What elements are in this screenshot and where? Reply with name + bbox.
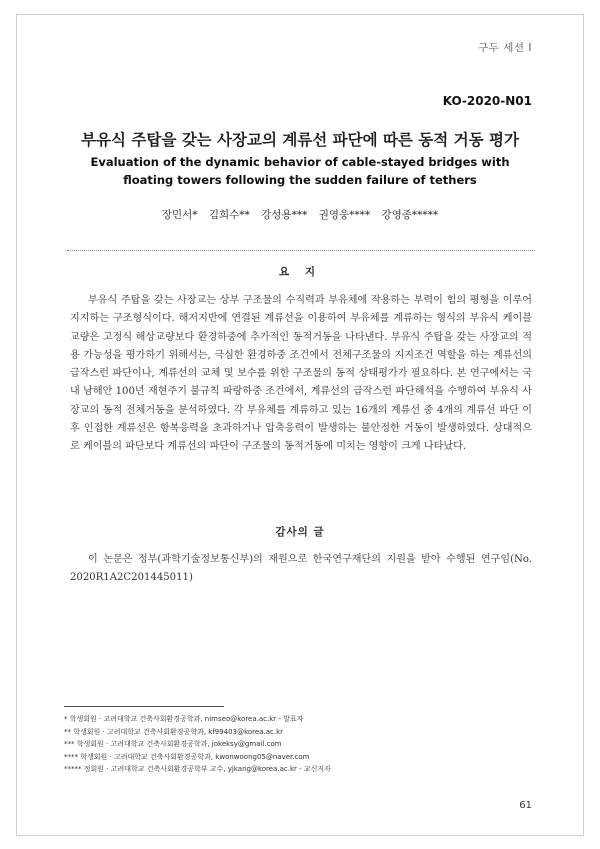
author-4: 권영웅**** xyxy=(318,209,371,221)
abstract-heading: 요 지 xyxy=(279,266,321,278)
section-divider xyxy=(67,250,535,251)
author-5: 강영종***** xyxy=(381,209,439,221)
author-2: 김희수** xyxy=(208,209,250,221)
paper-id: KO-2020-N01 xyxy=(442,94,532,108)
footnote-1: * 학생회원 · 고려대학교 건축사회환경공학과, nimseo@korea.ac.kr - 발표자 xyxy=(64,715,304,723)
footnote-5: ***** 정회원 · 고려대학교 건축사회환경공학부 교수, yjkang@korea.ac.kr - 교신저자 xyxy=(64,765,331,774)
english-title-line-2: floating towers following the sudden failure of tethers xyxy=(123,173,477,187)
english-title-line-1: Evaluation of the dynamic behavior of cable-stayed bridges with xyxy=(90,155,510,169)
footnote-rule xyxy=(64,706,224,707)
korean-title: 부유식 주탑을 갖는 사장교의 계류선 파단에 따른 동적 거동 평가 xyxy=(81,131,519,149)
author-3: 강성용*** xyxy=(261,209,308,221)
english-title xyxy=(0,153,600,189)
footnotes xyxy=(64,713,331,776)
footnote-4: **** 학생회원 · 고려대학교 건축사회환경공학과, kwonwoong05@naver.com xyxy=(64,752,310,761)
footnote-2: ** 학생회원 · 고려대학교 건축사회환경공학과, kf99403@korea.ac.kr xyxy=(64,727,284,736)
abstract-text: 부유식 주탑을 갖는 사장교는 상부 구조물의 수직력과 부유체에 작용하는 부력이 힘의 평형을 이루어 지지하는 구조형식이다. 해저지반에 연결된 계류선을 이용하여 부유체를 계류하는 형식의 부유식 케이블교량은 고정식 해상교량보다 환경하중에 추가적인 동적거동을 나타낸다. 부유식 주탑을 갖는 사장교의 적용 가능성을 평가하기 위해서는, 극심한 환경하중 조건에서 전체구조물의 지지조건 역할을 하는 계류선의 급작스런 파단이나, 계류선의 교체 및 보수를 위한 구조물의 동적 상태평가가 필요하다. 본 연구에서는 국내 남해안 100년 재현주기 불규칙 파랑하중 조건에서, 계류선의 급작스런 파단해석을 수행하여 부유식 사장교의 동적 전체거동을 분석하였다. 각 부유체를 계류하고 있는 16개의 계류선 중 4개의 계류선 파단 이후 인접한 계류선은 항복응력을 초과하거나 압축응력이 발생하는 불안정한 거동이 발생하였다. 상대적으로 케이블의 파단보다 계류선의 파단이 구조물의 동적거동에 미치는 영향이 크게 나타났다. xyxy=(70,295,532,453)
author-list xyxy=(0,207,600,222)
author-1: 장민서* xyxy=(161,209,198,221)
footnote-3: *** 학생회원 · 고려대학교 건축사회환경공학과, jokeksy@gmail.com xyxy=(64,740,282,749)
acknowledgment-text: 이 논문은 정부(과학기술정보통신부)의 재원으로 한국연구재단의 지원을 받아 수행된 연구임(No. 2020R1A2C201445011) xyxy=(70,554,532,583)
page-number: 61 xyxy=(519,800,532,811)
session-header: 구두 세션 Ⅰ xyxy=(478,42,532,54)
acknowledgment-heading: 감사의 글 xyxy=(275,526,325,538)
